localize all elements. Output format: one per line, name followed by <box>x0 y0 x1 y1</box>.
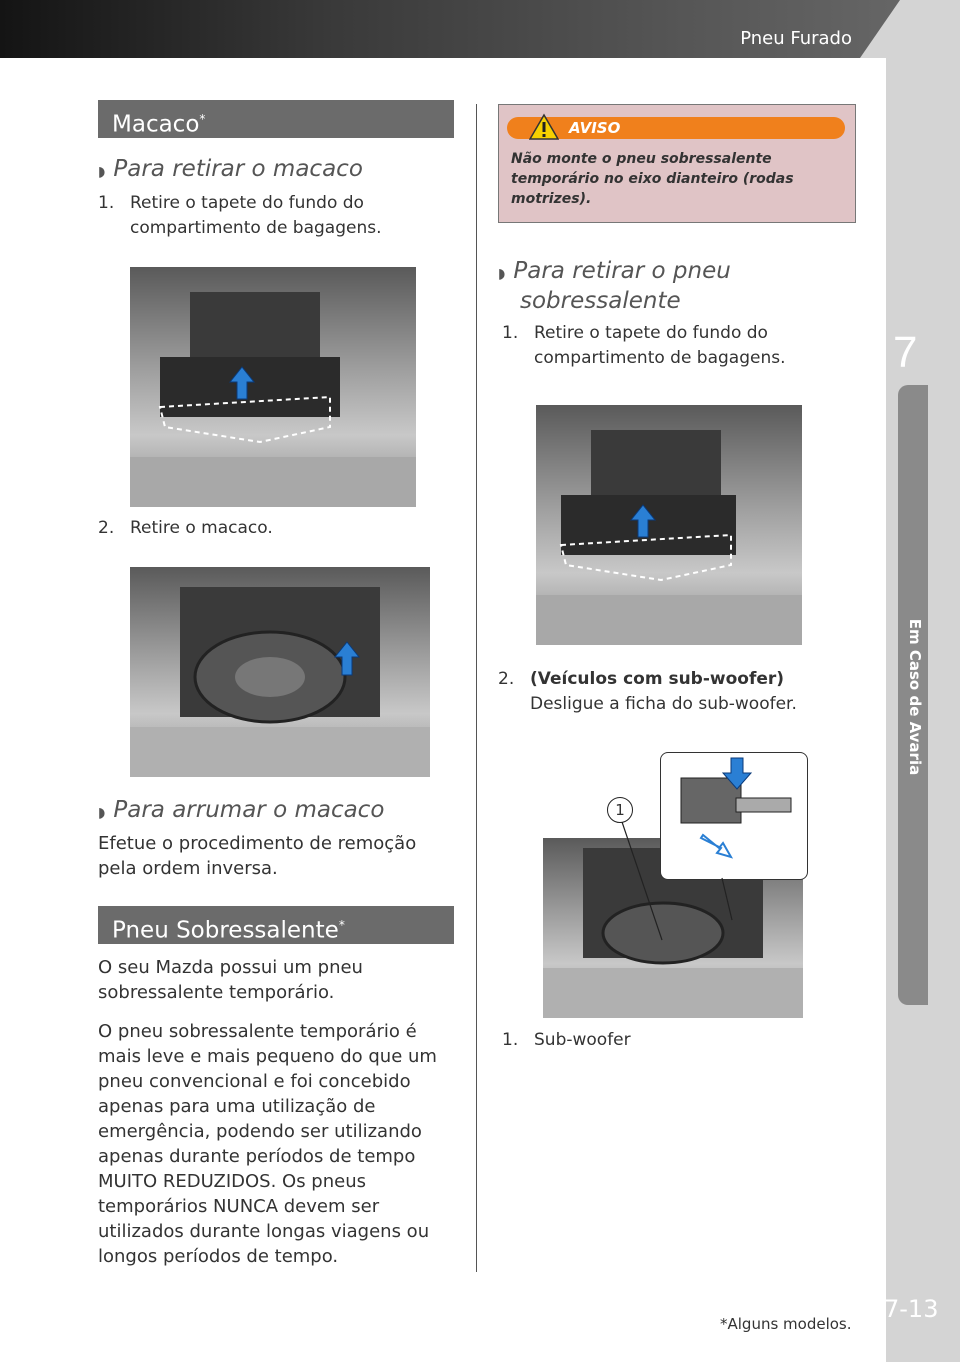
footnote-marker: * <box>199 112 206 126</box>
step-number: 2. <box>498 669 515 689</box>
section-title-macaco <box>98 100 454 138</box>
trunk-photo-mat <box>130 267 416 507</box>
car-trunk-illustration <box>130 267 416 507</box>
step-content <box>498 667 838 717</box>
section-title-pneu-sobressalente <box>98 906 454 944</box>
car-trunk-illustration <box>536 405 802 645</box>
subheading-text: Para arrumar o macaco <box>113 797 385 823</box>
header-title: Pneu Furado <box>740 28 852 49</box>
step-1-tapete-pneu <box>502 321 802 371</box>
legend-text: Sub-woofer <box>534 1030 631 1050</box>
subheading-arrumar-macaco <box>98 797 384 823</box>
step-2-retirar-macaco <box>98 516 398 541</box>
page-number: 7-13 <box>884 1295 939 1323</box>
legend-number: 1. <box>502 1030 519 1050</box>
warning-triangle-icon <box>529 113 559 141</box>
triangle-bullet-icon: ◗ <box>498 266 506 282</box>
footnote: *Alguns modelos. <box>720 1315 852 1333</box>
subheading-retirar-macaco <box>98 156 363 182</box>
chapter-number: 7 <box>893 328 918 377</box>
step-number: 1. <box>502 323 519 343</box>
chapter-tab-label <box>905 398 924 998</box>
trunk-photo-jack <box>130 567 430 777</box>
step-text: Retire o tapete do fundo do compartimento de bagagens. <box>130 193 382 238</box>
trunk-photo-mat-2 <box>536 405 802 645</box>
step-number: 2. <box>98 518 115 538</box>
warning-box <box>498 104 856 223</box>
triangle-bullet-icon: ◗ <box>98 805 106 821</box>
warning-header <box>507 117 845 139</box>
warning-text: Não monte o pneu sobressalente temporário no eixo dianteiro (rodas motrizes). <box>511 151 794 207</box>
subheading-text: Para retirar o macaco <box>113 156 363 182</box>
legend-subwoofer <box>502 1028 802 1053</box>
step-1-retirar-tapete <box>98 191 398 241</box>
section-title-text: Macaco <box>112 111 200 138</box>
step-text: Retire o tapete do fundo do compartimento de bagagens. <box>534 323 786 368</box>
step-condition: (Veículos com sub-woofer) <box>530 669 785 689</box>
callout-number-1: 1 <box>607 797 633 823</box>
warning-title: AVISO <box>569 119 621 137</box>
subheading-text: Para retirar o pneu <box>513 258 731 284</box>
triangle-bullet-icon: ◗ <box>98 164 106 180</box>
subheading-retirar-pneu-line2: sobressalente <box>520 288 681 314</box>
column-divider <box>476 104 477 1272</box>
chapter-title: Em Caso de Avaria <box>906 618 924 776</box>
footnote-marker: * <box>338 918 345 932</box>
paragraph-arrumar: Efetue o procedimento de remoção pela ordem inversa. <box>98 833 417 879</box>
subheading-retirar-pneu <box>498 258 731 284</box>
paragraph-intro: O seu Mazda possui um pneu sobressalente temporário. <box>98 957 363 1003</box>
paragraph-warning-info: O pneu sobressalente temporário é mais leve e mais pequeno do que um pneu convencional e foi concebido apenas para uma utilização de emergência, podendo ser utilizando apenas durante períodos de tempo MUITO REDUZIDOS. Os pneus temporários NUNCA devem ser utilizados durante longas viagens ou longos períodos de tempo. <box>98 1021 437 1267</box>
step-2-subwoofer <box>498 667 838 717</box>
step-text: Retire o macaco. <box>130 518 273 538</box>
header-bar <box>0 0 960 58</box>
step-text: Desligue a ficha do sub-woofer. <box>530 694 797 714</box>
spare-tire-well-illustration <box>130 567 430 777</box>
section-title-text: Pneu Sobressalente <box>112 917 339 944</box>
step-number: 1. <box>98 193 115 213</box>
